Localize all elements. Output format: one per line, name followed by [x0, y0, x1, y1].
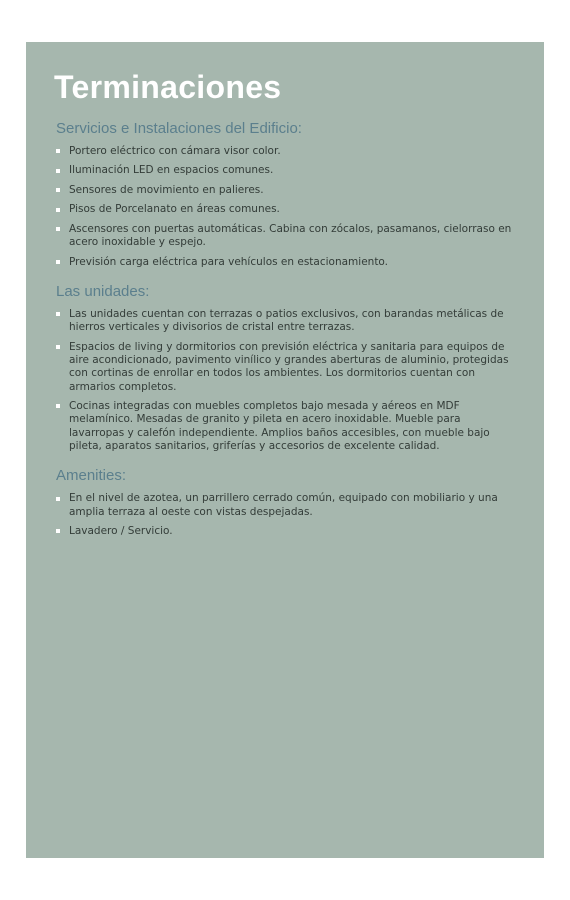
list-item [56, 164, 514, 177]
square-bullet-icon [56, 188, 60, 192]
section-unidades [54, 283, 514, 453]
list-item [56, 203, 514, 216]
list-item-text: En el nivel de azotea, un parrillero cerrado común, equipado con mobiliario y una amplia terraza al oeste con vistas despejadas. [69, 492, 498, 518]
list-item [56, 525, 514, 538]
section-heading: Servicios e Instalaciones del Edificio: [56, 120, 302, 137]
bullet-list [54, 492, 514, 538]
list-item [56, 184, 514, 197]
list-item-text: Iluminación LED en espacios comunes. [69, 164, 274, 177]
square-bullet-icon [56, 404, 60, 408]
bullet-list [54, 145, 514, 269]
list-item-text: Ascensores con puertas automáticas. Cabina con zócalos, pasamanos, cielorraso en acero inoxidable y espejo. [69, 222, 512, 249]
list-item-text: Pisos de Porcelanato en áreas comunes. [69, 203, 280, 216]
list-item [56, 145, 514, 158]
list-item-text: Cocinas integradas con muebles completos bajo mesada y aéreos en MDF melamínico. Mesadas de granito y pileta en acero inoxidable. Mueble para lavarropas y calefón independiente. Amplios baños accesibles, con mueble bajo pileta, aparatos sanitarios, griferías y accesorios de excelente calidad. [69, 400, 490, 453]
list-item [56, 400, 514, 453]
list-item [56, 308, 514, 335]
section-servicios [54, 120, 514, 269]
bullet-list [54, 308, 514, 453]
square-bullet-icon [56, 149, 60, 153]
list-item-text: Lavadero / Servicio. [69, 525, 173, 538]
list-item [56, 341, 514, 394]
square-bullet-icon [56, 529, 60, 533]
list-item-text: Previsión carga eléctrica para vehículos en estacionamiento. [69, 255, 389, 268]
list-item-text: Sensores de movimiento en palieres. [69, 183, 264, 196]
square-bullet-icon [56, 260, 60, 264]
content-panel [26, 42, 544, 858]
section-heading: Las unidades: [56, 283, 150, 301]
list-item [56, 492, 514, 519]
list-item [56, 223, 514, 250]
square-bullet-icon [56, 312, 60, 316]
list-item-text: Espacios de living y dormitorios con previsión eléctrica y sanitaria para equipos de aire acondicionado, pavimento vinílico y grandes aberturas de aluminio, protegidas con cortinas de enrollar en todos los ambientes. Los dormitorios cuentan con armarios completos. [69, 340, 509, 393]
list-item-text: Portero eléctrico con cámara visor color. [69, 145, 281, 157]
square-bullet-icon [56, 208, 60, 212]
square-bullet-icon [56, 169, 60, 173]
page-title: Terminaciones [54, 69, 282, 105]
section-amenities [54, 467, 514, 538]
list-item [56, 256, 514, 269]
section-heading: Amenities: [56, 467, 127, 485]
square-bullet-icon [56, 227, 60, 231]
square-bullet-icon [56, 497, 60, 501]
square-bullet-icon [56, 345, 60, 349]
list-item-text: Las unidades cuentan con terrazas o patios exclusivos, con barandas metálicas de hierros verticales y divisorios de cristal entre terrazas. [69, 308, 504, 334]
